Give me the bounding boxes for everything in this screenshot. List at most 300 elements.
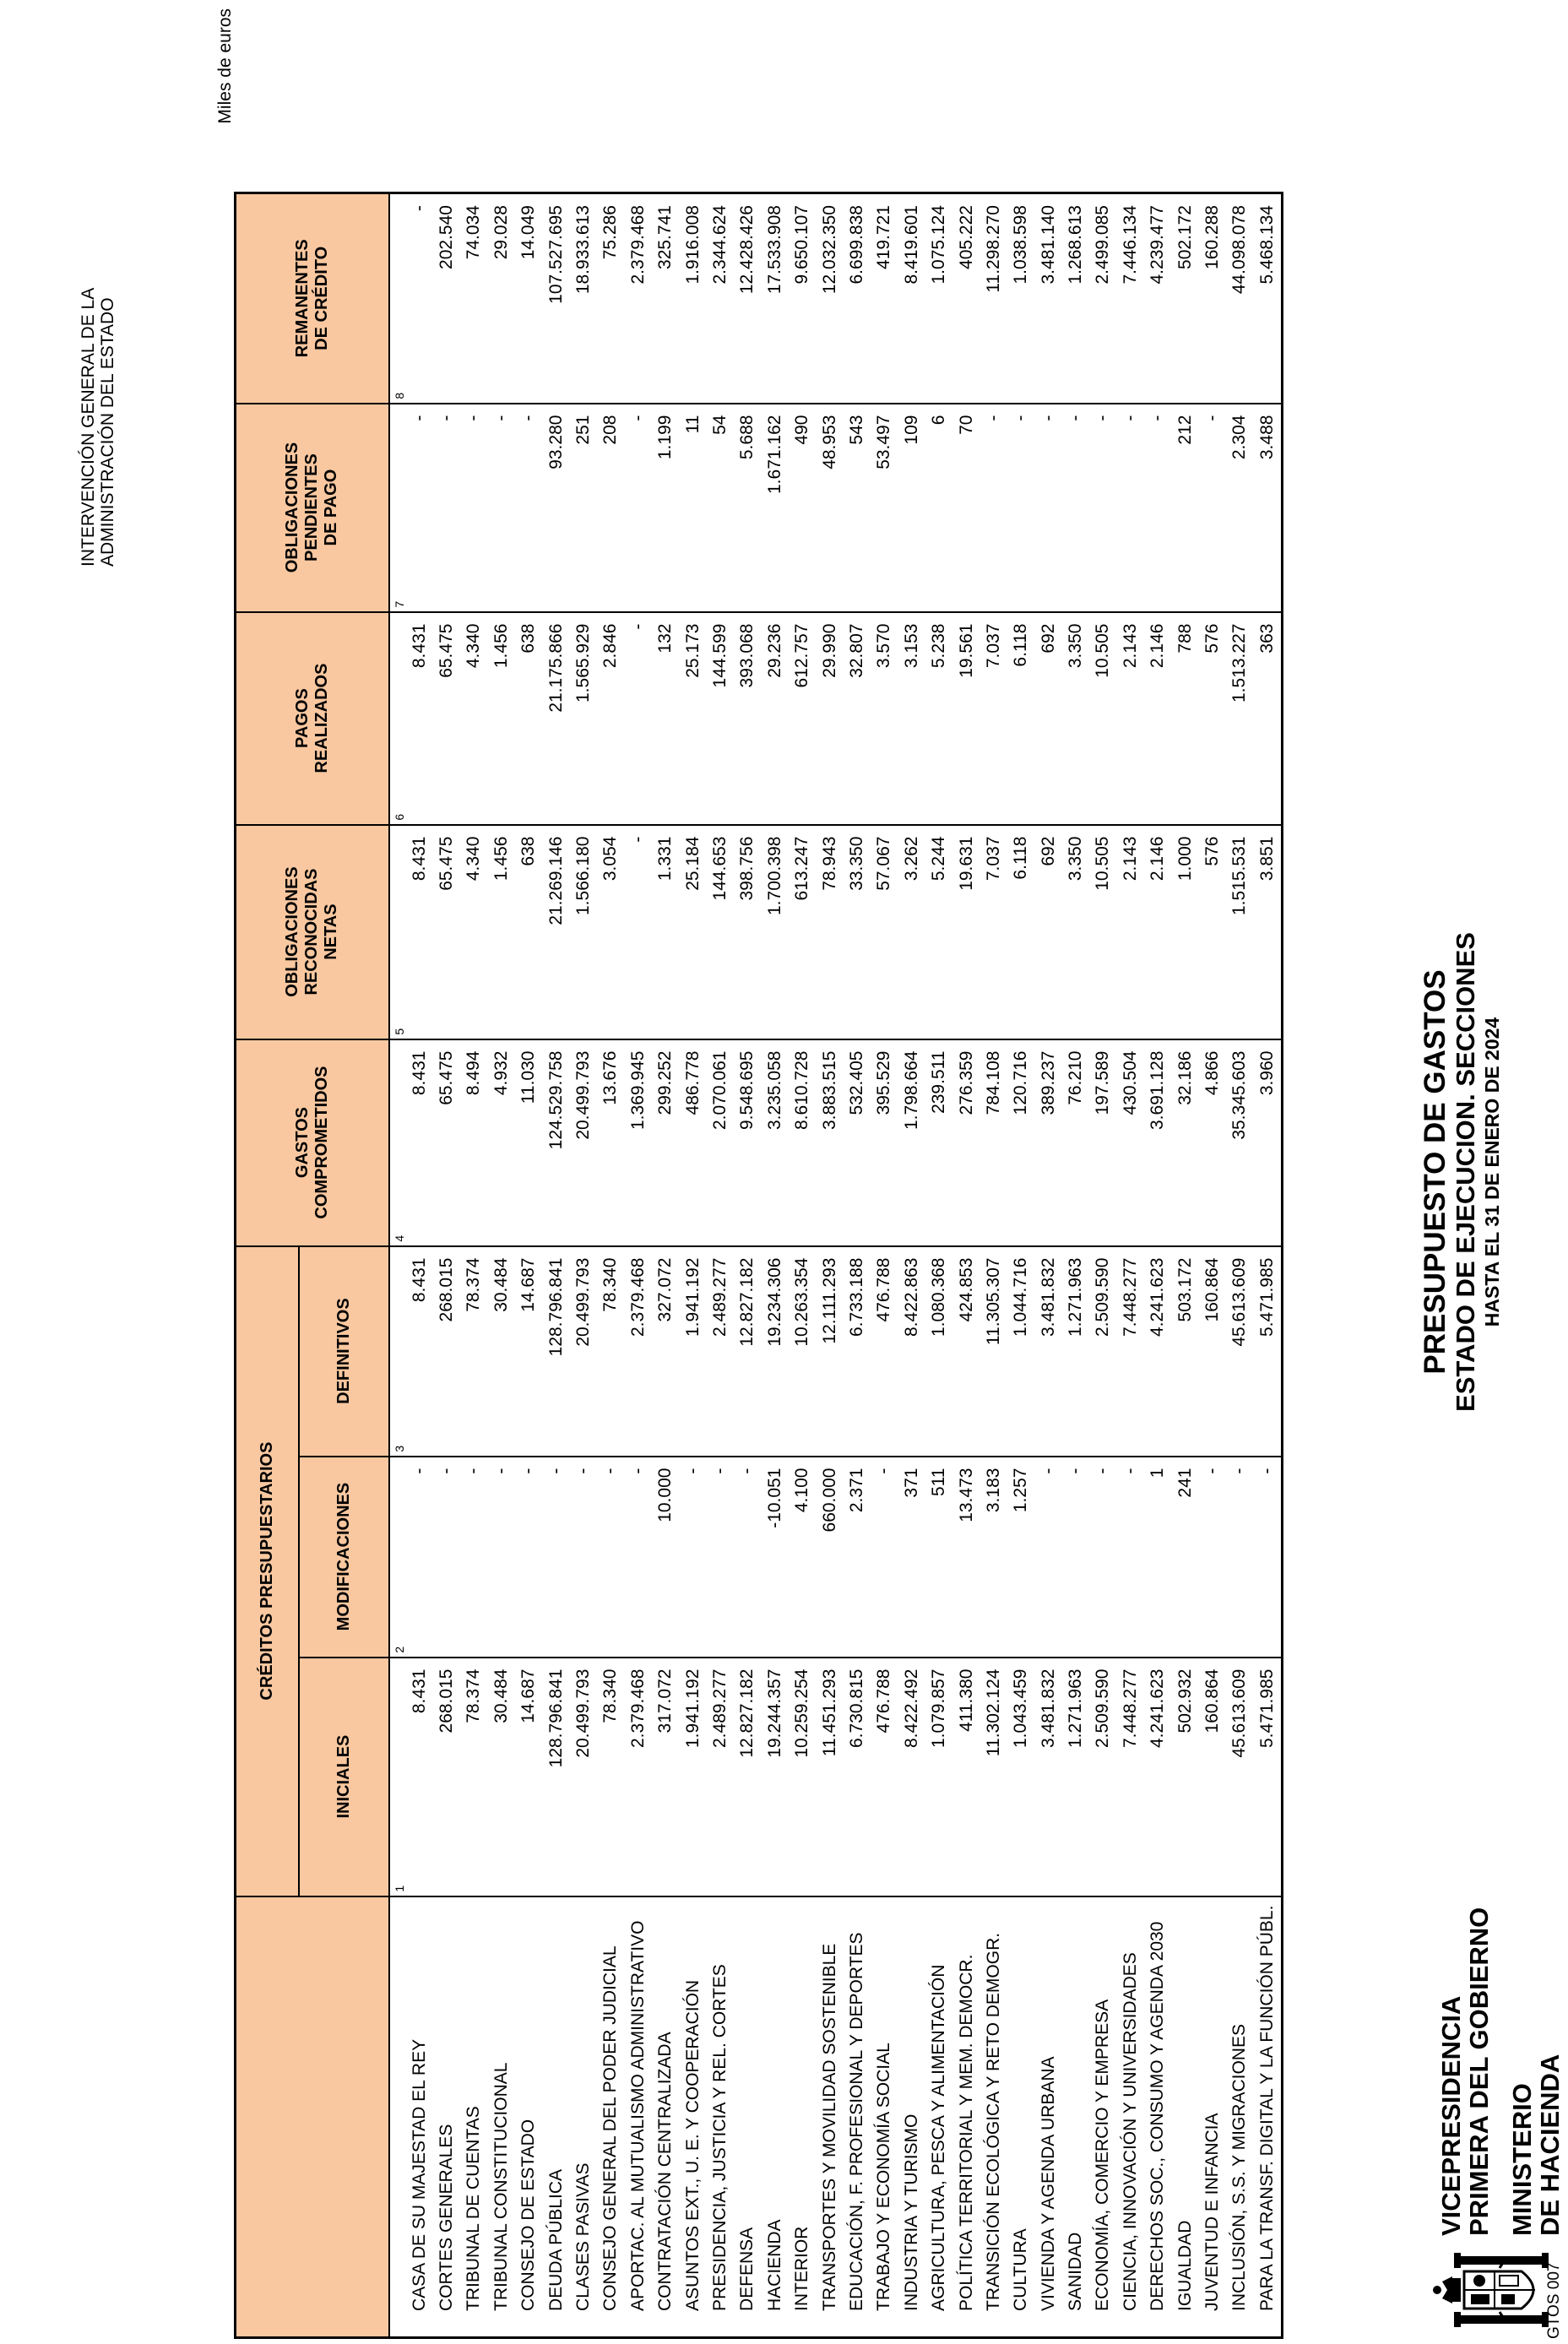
value-cell: 8.494 bbox=[460, 1039, 487, 1246]
table-row bbox=[679, 193, 706, 2338]
table-row bbox=[952, 193, 979, 2338]
value-cell: 371 bbox=[898, 1457, 925, 1658]
value-cell: 2.143 bbox=[1117, 825, 1144, 1039]
value-cell: 268.015 bbox=[433, 1658, 460, 1896]
value-cell: 393.068 bbox=[734, 612, 761, 825]
value-cell: 502.932 bbox=[1171, 1658, 1198, 1896]
value-cell: 692 bbox=[1034, 612, 1061, 825]
value-cell: 128.796.841 bbox=[542, 1658, 569, 1896]
value-cell: 160.864 bbox=[1199, 1658, 1226, 1896]
table-row bbox=[488, 193, 515, 2338]
value-cell: 45.613.609 bbox=[1226, 1246, 1253, 1457]
page-date: HASTA EL 31 DE ENERO DE 2024 bbox=[1481, 1017, 1503, 1327]
value-cell: - bbox=[1254, 1457, 1283, 1658]
table-row bbox=[1089, 193, 1116, 2338]
value-cell: 12.111.293 bbox=[816, 1246, 843, 1457]
value-cell: 1.565.929 bbox=[570, 612, 597, 825]
section-name: ECONOMÍA, COMERCIO Y EMPRESA bbox=[1089, 1896, 1116, 2338]
header-obligaciones-reconocidas: OBLIGACIONES RECONOCIDAS NETAS bbox=[236, 825, 389, 1039]
value-cell: 11.305.307 bbox=[980, 1246, 1007, 1457]
table-row bbox=[1034, 193, 1061, 2338]
value-cell: 13.473 bbox=[952, 1457, 979, 1658]
value-cell: 1.079.857 bbox=[925, 1658, 952, 1896]
value-cell: 2.146 bbox=[1144, 825, 1171, 1039]
header-definitivos: DEFINITIVOS bbox=[299, 1246, 389, 1457]
value-cell: 7.446.134 bbox=[1117, 193, 1144, 404]
value-cell: 19.234.306 bbox=[762, 1246, 789, 1457]
value-cell: 9.548.695 bbox=[734, 1039, 761, 1246]
value-cell: - bbox=[1199, 1457, 1226, 1658]
header-iniciales: INICIALES bbox=[299, 1658, 389, 1896]
value-cell: 120.716 bbox=[1007, 1039, 1034, 1246]
value-cell: 2.489.277 bbox=[707, 1658, 734, 1896]
section-name: CLASES PASIVAS bbox=[570, 1896, 597, 2338]
section-name: CORTES GENERALES bbox=[433, 1896, 460, 2338]
value-cell: - bbox=[625, 825, 652, 1039]
section-name: CIENCIA, INNOVACIÓN Y UNIVERSIDADES bbox=[1117, 1896, 1144, 2338]
value-cell: 21.175.866 bbox=[542, 612, 569, 825]
value-cell: 1.941.192 bbox=[679, 1658, 706, 1896]
value-cell: 65.475 bbox=[433, 1039, 460, 1246]
value-cell: - bbox=[406, 193, 433, 404]
value-cell: 6.733.188 bbox=[844, 1246, 871, 1457]
section-name: CULTURA bbox=[1007, 1896, 1034, 2338]
value-cell: 502.172 bbox=[1171, 193, 1198, 404]
value-cell: - bbox=[625, 404, 652, 612]
value-cell: 29.990 bbox=[816, 612, 843, 825]
value-cell: 76.210 bbox=[1062, 1039, 1089, 1246]
section-name: CONSEJO GENERAL DEL PODER JUDICIAL bbox=[597, 1896, 624, 2338]
table-row bbox=[1062, 193, 1089, 2338]
value-cell: 1.271.963 bbox=[1062, 1658, 1089, 1896]
value-cell: 14.687 bbox=[515, 1246, 542, 1457]
value-cell: - bbox=[1062, 404, 1089, 612]
header-remanentes: REMANENTES DE CRÉDITO bbox=[236, 193, 389, 404]
value-cell: 8.431 bbox=[406, 612, 433, 825]
value-cell: 3.262 bbox=[898, 825, 925, 1039]
section-name: DEFENSA bbox=[734, 1896, 761, 2338]
value-cell: 57.067 bbox=[871, 825, 898, 1039]
value-cell: 20.499.793 bbox=[570, 1246, 597, 1457]
column-index: 1 bbox=[389, 1658, 406, 1896]
value-cell: 612.757 bbox=[789, 612, 816, 825]
section-name: CASA DE SU MAJESTAD EL REY bbox=[406, 1896, 433, 2338]
value-cell: 4.866 bbox=[1199, 1039, 1226, 1246]
value-cell: 363 bbox=[1254, 612, 1283, 825]
value-cell: 20.499.793 bbox=[570, 1658, 597, 1896]
value-cell: 692 bbox=[1034, 825, 1061, 1039]
value-cell: 10.000 bbox=[652, 1457, 679, 1658]
value-cell: 1.000 bbox=[1171, 825, 1198, 1039]
section-name: DEUDA PÚBLICA bbox=[542, 1896, 569, 2338]
value-cell: 7.037 bbox=[980, 825, 1007, 1039]
value-cell: 660.000 bbox=[816, 1457, 843, 1658]
value-cell: 3.883.515 bbox=[816, 1039, 843, 1246]
column-index: 5 bbox=[389, 825, 406, 1039]
value-cell: - bbox=[597, 1457, 624, 1658]
value-cell: - bbox=[1117, 404, 1144, 612]
value-cell: 3.350 bbox=[1062, 612, 1089, 825]
value-cell: 160.864 bbox=[1199, 1246, 1226, 1457]
value-cell: 13.676 bbox=[597, 1039, 624, 1246]
value-cell: 35.345.603 bbox=[1226, 1039, 1253, 1246]
value-cell: 12.428.426 bbox=[734, 193, 761, 404]
value-cell: 3.960 bbox=[1254, 1039, 1283, 1246]
value-cell: 3.183 bbox=[980, 1457, 1007, 1658]
value-cell: 476.788 bbox=[871, 1246, 898, 1457]
value-cell: 29.236 bbox=[762, 612, 789, 825]
value-cell: 486.778 bbox=[679, 1039, 706, 1246]
value-cell: 576 bbox=[1199, 825, 1226, 1039]
value-cell: 11.302.124 bbox=[980, 1658, 1007, 1896]
table-row bbox=[734, 193, 761, 2338]
value-cell: 638 bbox=[515, 612, 542, 825]
section-name: CONTRATACIÓN CENTRALIZADA bbox=[652, 1896, 679, 2338]
value-cell: - bbox=[1144, 404, 1171, 612]
value-cell: 1.515.531 bbox=[1226, 825, 1253, 1039]
section-name: AGRICULTURA, PESCA Y ALIMENTACIÓN bbox=[925, 1896, 952, 2338]
value-cell: 3.054 bbox=[597, 825, 624, 1039]
value-cell: 3.488 bbox=[1254, 404, 1283, 612]
value-cell: 10.505 bbox=[1089, 825, 1116, 1039]
value-cell: 14.049 bbox=[515, 193, 542, 404]
column-index: 6 bbox=[389, 612, 406, 825]
value-cell: 2.146 bbox=[1144, 612, 1171, 825]
table-row bbox=[1171, 193, 1198, 2338]
value-cell: 74.034 bbox=[460, 193, 487, 404]
value-cell: - bbox=[515, 404, 542, 612]
value-cell: 3.153 bbox=[898, 612, 925, 825]
value-cell: 2.304 bbox=[1226, 404, 1253, 612]
value-cell: 25.184 bbox=[679, 825, 706, 1039]
table-row bbox=[597, 193, 624, 2338]
value-cell: 1.257 bbox=[1007, 1457, 1034, 1658]
value-cell: 389.237 bbox=[1034, 1039, 1061, 1246]
section-name: EDUCACIÓN, F. PROFESIONAL Y DEPORTES bbox=[844, 1896, 871, 2338]
table-row bbox=[1117, 193, 1144, 2338]
value-cell: - bbox=[433, 1457, 460, 1658]
column-index: 2 bbox=[389, 1457, 406, 1658]
value-cell: 2.846 bbox=[597, 612, 624, 825]
section-name: TRANSPORTES Y MOVILIDAD SOSTENIBLE bbox=[816, 1896, 843, 2338]
value-cell: 48.953 bbox=[816, 404, 843, 612]
value-cell: 1.044.716 bbox=[1007, 1246, 1034, 1457]
value-cell: 251 bbox=[570, 404, 597, 612]
igae-line1: INTERVENCIÓN GENERAL DE LA bbox=[79, 287, 98, 567]
value-cell: 30.484 bbox=[488, 1246, 515, 1457]
value-cell: 2.070.061 bbox=[707, 1039, 734, 1246]
value-cell: 576 bbox=[1199, 612, 1226, 825]
value-cell: 405.222 bbox=[952, 193, 979, 404]
value-cell: 511 bbox=[925, 1457, 952, 1658]
value-cell: 430.504 bbox=[1117, 1039, 1144, 1246]
table-row bbox=[406, 193, 433, 2338]
table-row bbox=[707, 193, 734, 2338]
value-cell: 327.072 bbox=[652, 1246, 679, 1457]
value-cell: 8.422.863 bbox=[898, 1246, 925, 1457]
value-cell: 18.933.613 bbox=[570, 193, 597, 404]
value-cell: 4.241.623 bbox=[1144, 1658, 1171, 1896]
value-cell: 503.172 bbox=[1171, 1246, 1198, 1457]
value-cell: 239.511 bbox=[925, 1039, 952, 1246]
value-cell: 5.244 bbox=[925, 825, 952, 1039]
value-cell: 10.263.354 bbox=[789, 1246, 816, 1457]
value-cell: 788 bbox=[1171, 612, 1198, 825]
value-cell: 1.080.368 bbox=[925, 1246, 952, 1457]
value-cell: 7.448.277 bbox=[1117, 1658, 1144, 1896]
table-row bbox=[625, 193, 652, 2338]
value-cell: 19.244.357 bbox=[762, 1658, 789, 1896]
value-cell: 395.529 bbox=[871, 1039, 898, 1246]
value-cell: 12.032.350 bbox=[816, 193, 843, 404]
value-cell: 2.499.085 bbox=[1089, 193, 1116, 404]
section-name: INTERIOR bbox=[789, 1896, 816, 2338]
value-cell: 160.288 bbox=[1199, 193, 1226, 404]
value-cell: 5.238 bbox=[925, 612, 952, 825]
value-cell: 44.098.078 bbox=[1226, 193, 1253, 404]
value-cell: 208 bbox=[597, 404, 624, 612]
value-cell: 638 bbox=[515, 825, 542, 1039]
value-cell: 11 bbox=[679, 404, 706, 612]
value-cell: 5.471.985 bbox=[1254, 1658, 1283, 1896]
value-cell: 613.247 bbox=[789, 825, 816, 1039]
section-name: JUVENTUD E INFANCIA bbox=[1199, 1896, 1226, 2338]
value-cell: 7.448.277 bbox=[1117, 1246, 1144, 1457]
value-cell: 4.340 bbox=[460, 612, 487, 825]
value-cell: 411.380 bbox=[952, 1658, 979, 1896]
section-name: TRABAJO Y ECONOMÍA SOCIAL bbox=[871, 1896, 898, 2338]
value-cell: 6.118 bbox=[1007, 612, 1034, 825]
value-cell: 32.807 bbox=[844, 612, 871, 825]
value-cell: 8.431 bbox=[406, 1658, 433, 1896]
value-cell: - bbox=[488, 404, 515, 612]
column-index: 3 bbox=[389, 1246, 406, 1457]
header-section bbox=[236, 1896, 389, 2338]
value-cell: 543 bbox=[844, 404, 871, 612]
header-creditos-group: CRÉDITOS PRESUPUESTARIOS bbox=[236, 1246, 299, 1896]
value-cell: 2.379.468 bbox=[625, 1658, 652, 1896]
section-name: APORTAC. AL MUTUALISMO ADMINISTRATIVO bbox=[625, 1896, 652, 2338]
value-cell: 93.280 bbox=[542, 404, 569, 612]
value-cell: 398.756 bbox=[734, 825, 761, 1039]
value-cell: 17.533.908 bbox=[762, 193, 789, 404]
value-cell: - bbox=[460, 404, 487, 612]
value-cell: 2.509.590 bbox=[1089, 1246, 1116, 1457]
value-cell: - bbox=[542, 1457, 569, 1658]
value-cell: 3.350 bbox=[1062, 825, 1089, 1039]
value-cell: - bbox=[406, 1457, 433, 1658]
value-cell: 3.481.832 bbox=[1034, 1658, 1061, 1896]
value-cell: 29.028 bbox=[488, 193, 515, 404]
section-name: IGUALDAD bbox=[1171, 1896, 1198, 2338]
value-cell: - bbox=[1199, 404, 1226, 612]
table-row bbox=[1199, 193, 1226, 2338]
value-cell: 1.038.598 bbox=[1007, 193, 1034, 404]
table-row bbox=[1226, 193, 1253, 2338]
value-cell: - bbox=[406, 404, 433, 612]
table-row bbox=[816, 193, 843, 2338]
value-cell: 30.484 bbox=[488, 1658, 515, 1896]
value-cell: 1.513.227 bbox=[1226, 612, 1253, 825]
table-row bbox=[871, 193, 898, 2338]
value-cell: 532.405 bbox=[844, 1039, 871, 1246]
value-cell: 419.721 bbox=[871, 193, 898, 404]
value-cell: 1.671.162 bbox=[762, 404, 789, 612]
value-cell: 11.298.270 bbox=[980, 193, 1007, 404]
value-cell: - bbox=[871, 1457, 898, 1658]
table-row bbox=[542, 193, 569, 2338]
value-cell: 6.699.838 bbox=[844, 193, 871, 404]
value-cell: 132 bbox=[652, 612, 679, 825]
table-row bbox=[925, 193, 952, 2338]
value-cell: - bbox=[1117, 1457, 1144, 1658]
table-row bbox=[762, 193, 789, 2338]
value-cell: 490 bbox=[789, 404, 816, 612]
section-name: TRANSICIÓN ECOLÓGICA Y RETO DEMOGR. bbox=[980, 1896, 1007, 2338]
header-pagos-realizados: PAGOS REALIZADOS bbox=[236, 612, 389, 825]
value-cell: 1.456 bbox=[488, 825, 515, 1039]
value-cell: 299.252 bbox=[652, 1039, 679, 1246]
value-cell: - bbox=[707, 1457, 734, 1658]
table-row bbox=[515, 193, 542, 2338]
value-cell: 1.331 bbox=[652, 825, 679, 1039]
value-cell: 70 bbox=[952, 404, 979, 612]
table-row bbox=[789, 193, 816, 2338]
value-cell: - bbox=[1034, 1457, 1061, 1658]
section-name: TRIBUNAL DE CUENTAS bbox=[460, 1896, 487, 2338]
value-cell: 2.379.468 bbox=[625, 1246, 652, 1457]
value-cell: - bbox=[460, 1457, 487, 1658]
value-cell: 5.688 bbox=[734, 404, 761, 612]
units-label: Miles de euros bbox=[215, 8, 235, 124]
vicepresidencia-line1: VICEPRESIDENCIA bbox=[1436, 1995, 1466, 2236]
value-cell: 241 bbox=[1171, 1457, 1198, 1658]
value-cell: 3.481.140 bbox=[1034, 193, 1061, 404]
value-cell: 4.241.623 bbox=[1144, 1246, 1171, 1457]
value-cell: 2.344.624 bbox=[707, 193, 734, 404]
column-index-row bbox=[389, 193, 406, 2338]
value-cell: 4.932 bbox=[488, 1039, 515, 1246]
column-index: 7 bbox=[389, 404, 406, 612]
value-cell: - bbox=[1034, 404, 1061, 612]
value-cell: 476.788 bbox=[871, 1658, 898, 1896]
value-cell: 6.118 bbox=[1007, 825, 1034, 1039]
value-cell: 2.143 bbox=[1117, 612, 1144, 825]
value-cell: 78.340 bbox=[597, 1246, 624, 1457]
value-cell: 2.509.590 bbox=[1089, 1658, 1116, 1896]
value-cell: 212 bbox=[1171, 404, 1198, 612]
value-cell: 8.431 bbox=[406, 1246, 433, 1457]
column-index: 4 bbox=[389, 1039, 406, 1246]
value-cell: 197.589 bbox=[1089, 1039, 1116, 1246]
page-subtitle: ESTADO DE EJECUCION. SECCIONES bbox=[1451, 932, 1480, 1412]
table-row bbox=[1144, 193, 1171, 2338]
igae-line2: ADMINISTRACIÓN DEL ESTADO bbox=[98, 297, 117, 567]
value-cell: 14.687 bbox=[515, 1658, 542, 1896]
section-name: CONSEJO DE ESTADO bbox=[515, 1896, 542, 2338]
value-cell: 53.497 bbox=[871, 404, 898, 612]
table-row bbox=[898, 193, 925, 2338]
value-cell: 7.037 bbox=[980, 612, 1007, 825]
value-cell: - bbox=[734, 1457, 761, 1658]
value-cell: 11.451.293 bbox=[816, 1658, 843, 1896]
value-cell: 1.199 bbox=[652, 404, 679, 612]
vicepresidencia-line2: PRIMERA DEL GOBIERNO bbox=[1464, 1907, 1494, 2236]
value-cell: 20.499.793 bbox=[570, 1039, 597, 1246]
value-cell: 5.468.134 bbox=[1254, 193, 1283, 404]
ministerio-line1: MINISTERIO bbox=[1507, 2083, 1537, 2236]
value-cell: 144.599 bbox=[707, 612, 734, 825]
value-cell: 78.943 bbox=[816, 825, 843, 1039]
table-row bbox=[433, 193, 460, 2338]
value-cell: - bbox=[1226, 1457, 1253, 1658]
section-name: VIVIENDA Y AGENDA URBANA bbox=[1034, 1896, 1061, 2338]
value-cell: 107.527.695 bbox=[542, 193, 569, 404]
value-cell: 2.489.277 bbox=[707, 1246, 734, 1457]
value-cell: 78.340 bbox=[597, 1658, 624, 1896]
value-cell: - bbox=[625, 612, 652, 825]
section-name: INDUSTRIA Y TURISMO bbox=[898, 1896, 925, 2338]
value-cell: 109 bbox=[898, 404, 925, 612]
value-cell: 1.700.398 bbox=[762, 825, 789, 1039]
value-cell: 317.072 bbox=[652, 1658, 679, 1896]
table-row bbox=[844, 193, 871, 2338]
value-cell: 8.610.728 bbox=[789, 1039, 816, 1246]
value-cell: -10.051 bbox=[762, 1457, 789, 1658]
value-cell: 8.431 bbox=[406, 825, 433, 1039]
value-cell: 1.043.459 bbox=[1007, 1658, 1034, 1896]
value-cell: 325.741 bbox=[652, 193, 679, 404]
footer-code: GTOS 007 bbox=[1545, 2262, 1563, 2339]
value-cell: 1.798.664 bbox=[898, 1039, 925, 1246]
value-cell: 6 bbox=[925, 404, 952, 612]
value-cell: 9.650.107 bbox=[789, 193, 816, 404]
value-cell: - bbox=[515, 1457, 542, 1658]
value-cell: - bbox=[1089, 1457, 1116, 1658]
value-cell: 12.827.182 bbox=[734, 1246, 761, 1457]
value-cell: 21.269.146 bbox=[542, 825, 569, 1039]
value-cell: 32.186 bbox=[1171, 1039, 1198, 1246]
value-cell: 1.941.192 bbox=[679, 1246, 706, 1457]
value-cell: 6.730.815 bbox=[844, 1658, 871, 1896]
section-name: ASUNTOS EXT., U. E. Y COOPERACIÓN bbox=[679, 1896, 706, 2338]
value-cell: 65.475 bbox=[433, 612, 460, 825]
table-row bbox=[652, 193, 679, 2338]
value-cell: - bbox=[488, 1457, 515, 1658]
value-cell: 2.379.468 bbox=[625, 193, 652, 404]
table-row bbox=[980, 193, 1007, 2338]
section-name: TRIBUNAL CONSTITUCIONAL bbox=[488, 1896, 515, 2338]
value-cell: 1.566.180 bbox=[570, 825, 597, 1039]
section-name: PARA LA TRANSF. DIGITAL Y LA FUNCIÓN PÚBL. bbox=[1254, 1896, 1283, 2338]
value-cell: 78.374 bbox=[460, 1246, 487, 1457]
section-name: INCLUSIÓN, S.S. Y MIGRACIONES bbox=[1226, 1896, 1253, 2338]
value-cell: - bbox=[570, 1457, 597, 1658]
value-cell: 124.529.758 bbox=[542, 1039, 569, 1246]
value-cell: 1.456 bbox=[488, 612, 515, 825]
value-cell: 54 bbox=[707, 404, 734, 612]
table-row bbox=[570, 193, 597, 2338]
value-cell: 19.631 bbox=[952, 825, 979, 1039]
value-cell: 11.030 bbox=[515, 1039, 542, 1246]
value-cell: 12.827.182 bbox=[734, 1658, 761, 1896]
value-cell: 3.691.128 bbox=[1144, 1039, 1171, 1246]
column-index: 8 bbox=[389, 193, 406, 404]
value-cell: 8.419.601 bbox=[898, 193, 925, 404]
value-cell: 65.475 bbox=[433, 825, 460, 1039]
table-row bbox=[1254, 193, 1283, 2338]
section-name: SANIDAD bbox=[1062, 1896, 1089, 2338]
